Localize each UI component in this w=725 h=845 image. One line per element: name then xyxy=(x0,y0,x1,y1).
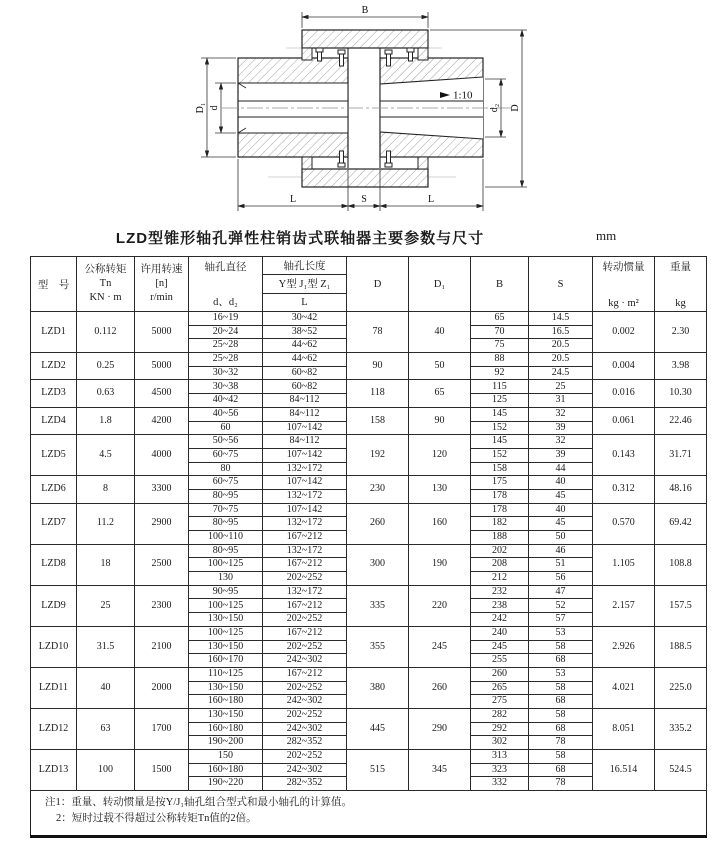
table-row xyxy=(31,476,707,490)
table-row xyxy=(31,407,707,421)
table-row xyxy=(31,435,707,449)
cell-speed: 1500 xyxy=(135,750,189,791)
cell-bore-length: 44~62 xyxy=(263,339,347,353)
cell-torque: 25 xyxy=(77,585,135,626)
cell-D: 515 xyxy=(347,750,409,791)
dim-label-d: d xyxy=(209,105,220,111)
cell-bore-diameter: 20~24 xyxy=(189,325,263,339)
cell-model: LZD1 xyxy=(31,312,77,353)
dim-label-d1-outer: D₁ xyxy=(195,102,206,114)
cell-D1: 90 xyxy=(409,407,471,434)
cell-inertia: 4.021 xyxy=(593,667,655,708)
cell-bore-length: 132~172 xyxy=(263,585,347,599)
cell-S: 58 xyxy=(529,750,593,764)
cell-bore-diameter: 190~200 xyxy=(189,736,263,750)
cell-bore-length: 167~212 xyxy=(263,599,347,613)
cell-weight: 524.5 xyxy=(655,750,707,791)
cell-D1: 130 xyxy=(409,476,471,503)
cell-B: 245 xyxy=(471,640,529,654)
cell-torque: 0.63 xyxy=(77,380,135,407)
cell-bore-length: 132~172 xyxy=(263,462,347,476)
cell-bore-diameter: 150 xyxy=(189,750,263,764)
cell-torque: 11.2 xyxy=(77,503,135,544)
table-row xyxy=(31,503,707,517)
cell-bore-diameter: 80 xyxy=(189,462,263,476)
cell-bore-length: 84~112 xyxy=(263,407,347,421)
cell-speed: 4000 xyxy=(135,435,189,476)
cell-bore-length: 202~252 xyxy=(263,750,347,764)
cell-speed: 5000 xyxy=(135,353,189,380)
dim-label-l-left: L xyxy=(289,194,297,205)
cell-S: 31 xyxy=(529,394,593,408)
cell-bore-length: 202~252 xyxy=(263,572,347,586)
spec-table-header xyxy=(31,257,707,312)
cell-B: 145 xyxy=(471,435,529,449)
cell-B: 232 xyxy=(471,585,529,599)
cell-B: 238 xyxy=(471,599,529,613)
cell-S: 68 xyxy=(529,722,593,736)
cell-S: 68 xyxy=(529,654,593,668)
cell-bore-diameter: 60~75 xyxy=(189,448,263,462)
cell-S: 58 xyxy=(529,681,593,695)
cell-inertia: 1.105 xyxy=(593,544,655,585)
cell-S: 32 xyxy=(529,435,593,449)
cell-bore-length: 60~82 xyxy=(263,366,347,380)
cell-bore-length: 282~352 xyxy=(263,736,347,750)
cell-B: 275 xyxy=(471,695,529,709)
cell-inertia: 0.061 xyxy=(593,407,655,434)
dim-label-l-right: L xyxy=(427,194,435,205)
cell-weight: 10.30 xyxy=(655,380,707,407)
cell-speed: 2300 xyxy=(135,585,189,626)
cell-B: 242 xyxy=(471,613,529,627)
cell-inertia: 16.514 xyxy=(593,750,655,791)
cell-model: LZD7 xyxy=(31,503,77,544)
cell-D: 158 xyxy=(347,407,409,434)
cell-D: 335 xyxy=(347,585,409,626)
cell-S: 52 xyxy=(529,599,593,613)
cell-torque: 8 xyxy=(77,476,135,503)
cell-weight: 2.30 xyxy=(655,312,707,353)
cell-inertia: 2.926 xyxy=(593,626,655,667)
cell-S: 40 xyxy=(529,476,593,490)
cell-bore-diameter: 40~56 xyxy=(189,407,263,421)
cell-S: 68 xyxy=(529,695,593,709)
cell-bore-diameter: 40~42 xyxy=(189,394,263,408)
cell-bore-diameter: 130~150 xyxy=(189,640,263,654)
cell-bore-length: 44~62 xyxy=(263,353,347,367)
cell-bore-diameter: 30~32 xyxy=(189,366,263,380)
cell-B: 323 xyxy=(471,763,529,777)
cell-bore-length: 202~252 xyxy=(263,613,347,627)
cell-weight: 225.0 xyxy=(655,667,707,708)
cell-bore-length: 60~82 xyxy=(263,380,347,394)
cell-B: 255 xyxy=(471,654,529,668)
cell-B: 65 xyxy=(471,312,529,326)
cell-S: 58 xyxy=(529,708,593,722)
cell-bore-length: 107~142 xyxy=(263,503,347,517)
cell-bore-length: 84~112 xyxy=(263,435,347,449)
table-row xyxy=(31,626,707,640)
cell-S: 51 xyxy=(529,558,593,572)
spec-table-body xyxy=(31,312,707,791)
cell-torque: 0.25 xyxy=(77,353,135,380)
spec-table-notes xyxy=(31,791,707,837)
cell-S: 56 xyxy=(529,572,593,586)
cell-S: 32 xyxy=(529,407,593,421)
cell-D: 230 xyxy=(347,476,409,503)
cell-model: LZD6 xyxy=(31,476,77,503)
cell-bore-length: 132~172 xyxy=(263,489,347,503)
cell-bore-length: 30~42 xyxy=(263,312,347,326)
cell-bore-diameter: 25~28 xyxy=(189,339,263,353)
cell-weight: 48.16 xyxy=(655,476,707,503)
cell-bore-length: 107~142 xyxy=(263,476,347,490)
cell-D: 78 xyxy=(347,312,409,353)
cell-S: 39 xyxy=(529,421,593,435)
cell-weight: 31.71 xyxy=(655,435,707,476)
col-header-S: S xyxy=(529,257,593,312)
cell-bore-length: 167~212 xyxy=(263,531,347,545)
cell-torque: 63 xyxy=(77,708,135,749)
col-header-speed: 许用转速 [n] r/min xyxy=(135,257,189,312)
cell-B: 265 xyxy=(471,681,529,695)
cell-weight: 69.42 xyxy=(655,503,707,544)
cell-bore-length: 242~302 xyxy=(263,695,347,709)
cell-bore-diameter: 160~180 xyxy=(189,763,263,777)
cell-model: LZD9 xyxy=(31,585,77,626)
cell-B: 188 xyxy=(471,531,529,545)
cell-torque: 40 xyxy=(77,667,135,708)
cell-model: LZD13 xyxy=(31,750,77,791)
cell-bore-diameter: 50~56 xyxy=(189,435,263,449)
cell-weight: 3.98 xyxy=(655,353,707,380)
cell-B: 175 xyxy=(471,476,529,490)
cell-speed: 2900 xyxy=(135,503,189,544)
cell-S: 58 xyxy=(529,640,593,654)
cell-bore-length: 242~302 xyxy=(263,722,347,736)
cell-bore-diameter: 60 xyxy=(189,421,263,435)
cell-bore-length: 132~172 xyxy=(263,544,347,558)
cell-inertia: 0.002 xyxy=(593,312,655,353)
cell-bore-length: 202~252 xyxy=(263,640,347,654)
cell-D: 90 xyxy=(347,353,409,380)
cell-S: 78 xyxy=(529,777,593,791)
cell-weight: 188.5 xyxy=(655,626,707,667)
cell-S: 20.5 xyxy=(529,353,593,367)
cell-bore-diameter: 160~180 xyxy=(189,695,263,709)
cell-bore-length: 107~142 xyxy=(263,421,347,435)
cell-B: 178 xyxy=(471,503,529,517)
cell-inertia: 0.016 xyxy=(593,380,655,407)
cell-D: 300 xyxy=(347,544,409,585)
cell-D: 355 xyxy=(347,626,409,667)
table-row xyxy=(31,585,707,599)
cell-speed: 4500 xyxy=(135,380,189,407)
cell-S: 45 xyxy=(529,517,593,531)
cell-B: 92 xyxy=(471,366,529,380)
cell-inertia: 0.570 xyxy=(593,503,655,544)
cell-model: LZD10 xyxy=(31,626,77,667)
cell-bore-length: 84~112 xyxy=(263,394,347,408)
cell-bore-length: 167~212 xyxy=(263,667,347,681)
cell-D1: 120 xyxy=(409,435,471,476)
cell-bore-diameter: 100~125 xyxy=(189,626,263,640)
cell-speed: 2000 xyxy=(135,667,189,708)
cell-speed: 2500 xyxy=(135,544,189,585)
cell-S: 57 xyxy=(529,613,593,627)
cell-S: 40 xyxy=(529,503,593,517)
cell-bore-length: 202~252 xyxy=(263,708,347,722)
cell-D: 118 xyxy=(347,380,409,407)
cell-bore-diameter: 160~170 xyxy=(189,654,263,668)
cell-weight: 335.2 xyxy=(655,708,707,749)
table-row xyxy=(31,544,707,558)
cell-inertia: 0.312 xyxy=(593,476,655,503)
cell-D1: 290 xyxy=(409,708,471,749)
cell-speed: 1700 xyxy=(135,708,189,749)
cell-weight: 22.46 xyxy=(655,407,707,434)
cell-S: 24.5 xyxy=(529,366,593,380)
cell-B: 292 xyxy=(471,722,529,736)
cell-B: 75 xyxy=(471,339,529,353)
col-header-bore-length: 轴孔长度 Y型 J₁型 Z₁ L xyxy=(263,257,347,312)
cell-inertia: 0.004 xyxy=(593,353,655,380)
cell-speed: 2100 xyxy=(135,626,189,667)
table-row xyxy=(31,667,707,681)
cell-inertia: 0.143 xyxy=(593,435,655,476)
cell-bore-diameter: 70~75 xyxy=(189,503,263,517)
cell-bore-length: 167~212 xyxy=(263,558,347,572)
cell-bore-length: 202~252 xyxy=(263,681,347,695)
table-row xyxy=(31,312,707,326)
cell-B: 212 xyxy=(471,572,529,586)
cell-bore-length: 167~212 xyxy=(263,626,347,640)
cell-bore-diameter: 80~95 xyxy=(189,489,263,503)
cell-B: 178 xyxy=(471,489,529,503)
cell-S: 78 xyxy=(529,736,593,750)
col-header-torque: 公称转矩 Tn KN · m xyxy=(77,257,135,312)
cell-torque: 31.5 xyxy=(77,626,135,667)
cell-torque: 100 xyxy=(77,750,135,791)
cell-bore-diameter: 130~150 xyxy=(189,613,263,627)
cell-torque: 0.112 xyxy=(77,312,135,353)
cell-B: 88 xyxy=(471,353,529,367)
cell-bore-diameter: 100~125 xyxy=(189,599,263,613)
cell-S: 16.5 xyxy=(529,325,593,339)
cell-bore-diameter: 30~38 xyxy=(189,380,263,394)
cell-bore-length: 242~302 xyxy=(263,763,347,777)
cell-D1: 160 xyxy=(409,503,471,544)
cell-bore-diameter: 90~95 xyxy=(189,585,263,599)
cell-bore-diameter: 100~110 xyxy=(189,531,263,545)
cell-B: 115 xyxy=(471,380,529,394)
cell-D1: 40 xyxy=(409,312,471,353)
cell-B: 260 xyxy=(471,667,529,681)
cell-B: 125 xyxy=(471,394,529,408)
cell-bore-diameter: 190~220 xyxy=(189,777,263,791)
cell-B: 70 xyxy=(471,325,529,339)
cell-model: LZD2 xyxy=(31,353,77,380)
cell-S: 39 xyxy=(529,448,593,462)
cell-B: 182 xyxy=(471,517,529,531)
cell-torque: 18 xyxy=(77,544,135,585)
cell-torque: 1.8 xyxy=(77,407,135,434)
col-header-bore-diameter: 轴孔直径 d、d₂ xyxy=(189,257,263,312)
cell-bore-diameter: 160~180 xyxy=(189,722,263,736)
cell-B: 240 xyxy=(471,626,529,640)
coupling-section-view xyxy=(0,0,725,225)
cell-bore-diameter: 16~19 xyxy=(189,312,263,326)
taper-label: 1:10 xyxy=(453,89,473,102)
cell-inertia: 2.157 xyxy=(593,585,655,626)
cell-B: 282 xyxy=(471,708,529,722)
cell-B: 332 xyxy=(471,777,529,791)
cell-bore-diameter: 80~95 xyxy=(189,517,263,531)
spec-table xyxy=(30,256,707,838)
cell-bore-diameter: 80~95 xyxy=(189,544,263,558)
cell-bore-diameter: 130~150 xyxy=(189,708,263,722)
note-line-2: 2：短时过载不得超过公称转矩Tn值的2倍。 xyxy=(56,813,257,825)
cell-bore-length: 242~302 xyxy=(263,654,347,668)
cell-B: 313 xyxy=(471,750,529,764)
note-line-1: 注1：重量、转动惯量是按Y/J₁轴孔组合型式和最小轴孔的计算值。 xyxy=(45,797,352,809)
cell-bore-length: 132~172 xyxy=(263,517,347,531)
cell-D: 445 xyxy=(347,708,409,749)
cell-D: 260 xyxy=(347,503,409,544)
cell-bore-length: 107~142 xyxy=(263,448,347,462)
cell-speed: 5000 xyxy=(135,312,189,353)
cell-D: 380 xyxy=(347,667,409,708)
col-header-weight: 重量 kg xyxy=(655,257,707,312)
table-row xyxy=(31,708,707,722)
technical-drawing xyxy=(0,0,725,225)
cell-torque: 4.5 xyxy=(77,435,135,476)
cell-model: LZD5 xyxy=(31,435,77,476)
cell-B: 202 xyxy=(471,544,529,558)
col-header-D: D xyxy=(347,257,409,312)
cell-S: 44 xyxy=(529,462,593,476)
col-header-model: 型 号 xyxy=(31,257,77,312)
col-header-D1: D₁ xyxy=(409,257,471,312)
cell-D: 192 xyxy=(347,435,409,476)
cell-bore-length: 282~352 xyxy=(263,777,347,791)
cell-D1: 50 xyxy=(409,353,471,380)
cell-S: 53 xyxy=(529,626,593,640)
cell-model: LZD8 xyxy=(31,544,77,585)
dim-label-b: B xyxy=(361,5,369,16)
unit-label: mm xyxy=(596,228,617,243)
cell-bore-diameter: 60~75 xyxy=(189,476,263,490)
cell-bore-diameter: 130 xyxy=(189,572,263,586)
dim-label-s: S xyxy=(361,194,367,205)
cell-speed: 4200 xyxy=(135,407,189,434)
cell-bore-diameter: 25~28 xyxy=(189,353,263,367)
cell-S: 46 xyxy=(529,544,593,558)
cell-bore-diameter: 100~125 xyxy=(189,558,263,572)
cell-D1: 65 xyxy=(409,380,471,407)
cell-B: 145 xyxy=(471,407,529,421)
cell-bore-length: 38~52 xyxy=(263,325,347,339)
cell-D1: 345 xyxy=(409,750,471,791)
cell-S: 47 xyxy=(529,585,593,599)
cell-S: 14.5 xyxy=(529,312,593,326)
cell-S: 53 xyxy=(529,667,593,681)
cell-model: LZD12 xyxy=(31,708,77,749)
cell-D1: 245 xyxy=(409,626,471,667)
table-row xyxy=(31,750,707,764)
cell-bore-diameter: 110~125 xyxy=(189,667,263,681)
dim-label-D: D xyxy=(510,104,521,112)
col-header-inertia: 转动惯量 kg · m² xyxy=(593,257,655,312)
cell-D1: 260 xyxy=(409,667,471,708)
cell-D1: 220 xyxy=(409,585,471,626)
cell-B: 208 xyxy=(471,558,529,572)
cell-D1: 190 xyxy=(409,544,471,585)
dim-label-d2: d₂ xyxy=(489,103,500,113)
cell-B: 302 xyxy=(471,736,529,750)
cell-model: LZD4 xyxy=(31,407,77,434)
cell-weight: 157.5 xyxy=(655,585,707,626)
cell-B: 158 xyxy=(471,462,529,476)
cell-B: 152 xyxy=(471,421,529,435)
col-header-B: B xyxy=(471,257,529,312)
cell-inertia: 8.051 xyxy=(593,708,655,749)
cell-B: 152 xyxy=(471,448,529,462)
cell-S: 45 xyxy=(529,489,593,503)
table-row xyxy=(31,353,707,367)
cell-speed: 3300 xyxy=(135,476,189,503)
cell-weight: 108.8 xyxy=(655,544,707,585)
cell-S: 50 xyxy=(529,531,593,545)
cell-model: LZD3 xyxy=(31,380,77,407)
cell-model: LZD11 xyxy=(31,667,77,708)
page-title: LZD型锥形轴孔弹性柱销齿式联轴器主要参数与尺寸 xyxy=(115,230,485,247)
table-row xyxy=(31,380,707,394)
cell-S: 25 xyxy=(529,380,593,394)
cell-bore-diameter: 130~150 xyxy=(189,681,263,695)
cell-S: 20.5 xyxy=(529,339,593,353)
cell-S: 68 xyxy=(529,763,593,777)
